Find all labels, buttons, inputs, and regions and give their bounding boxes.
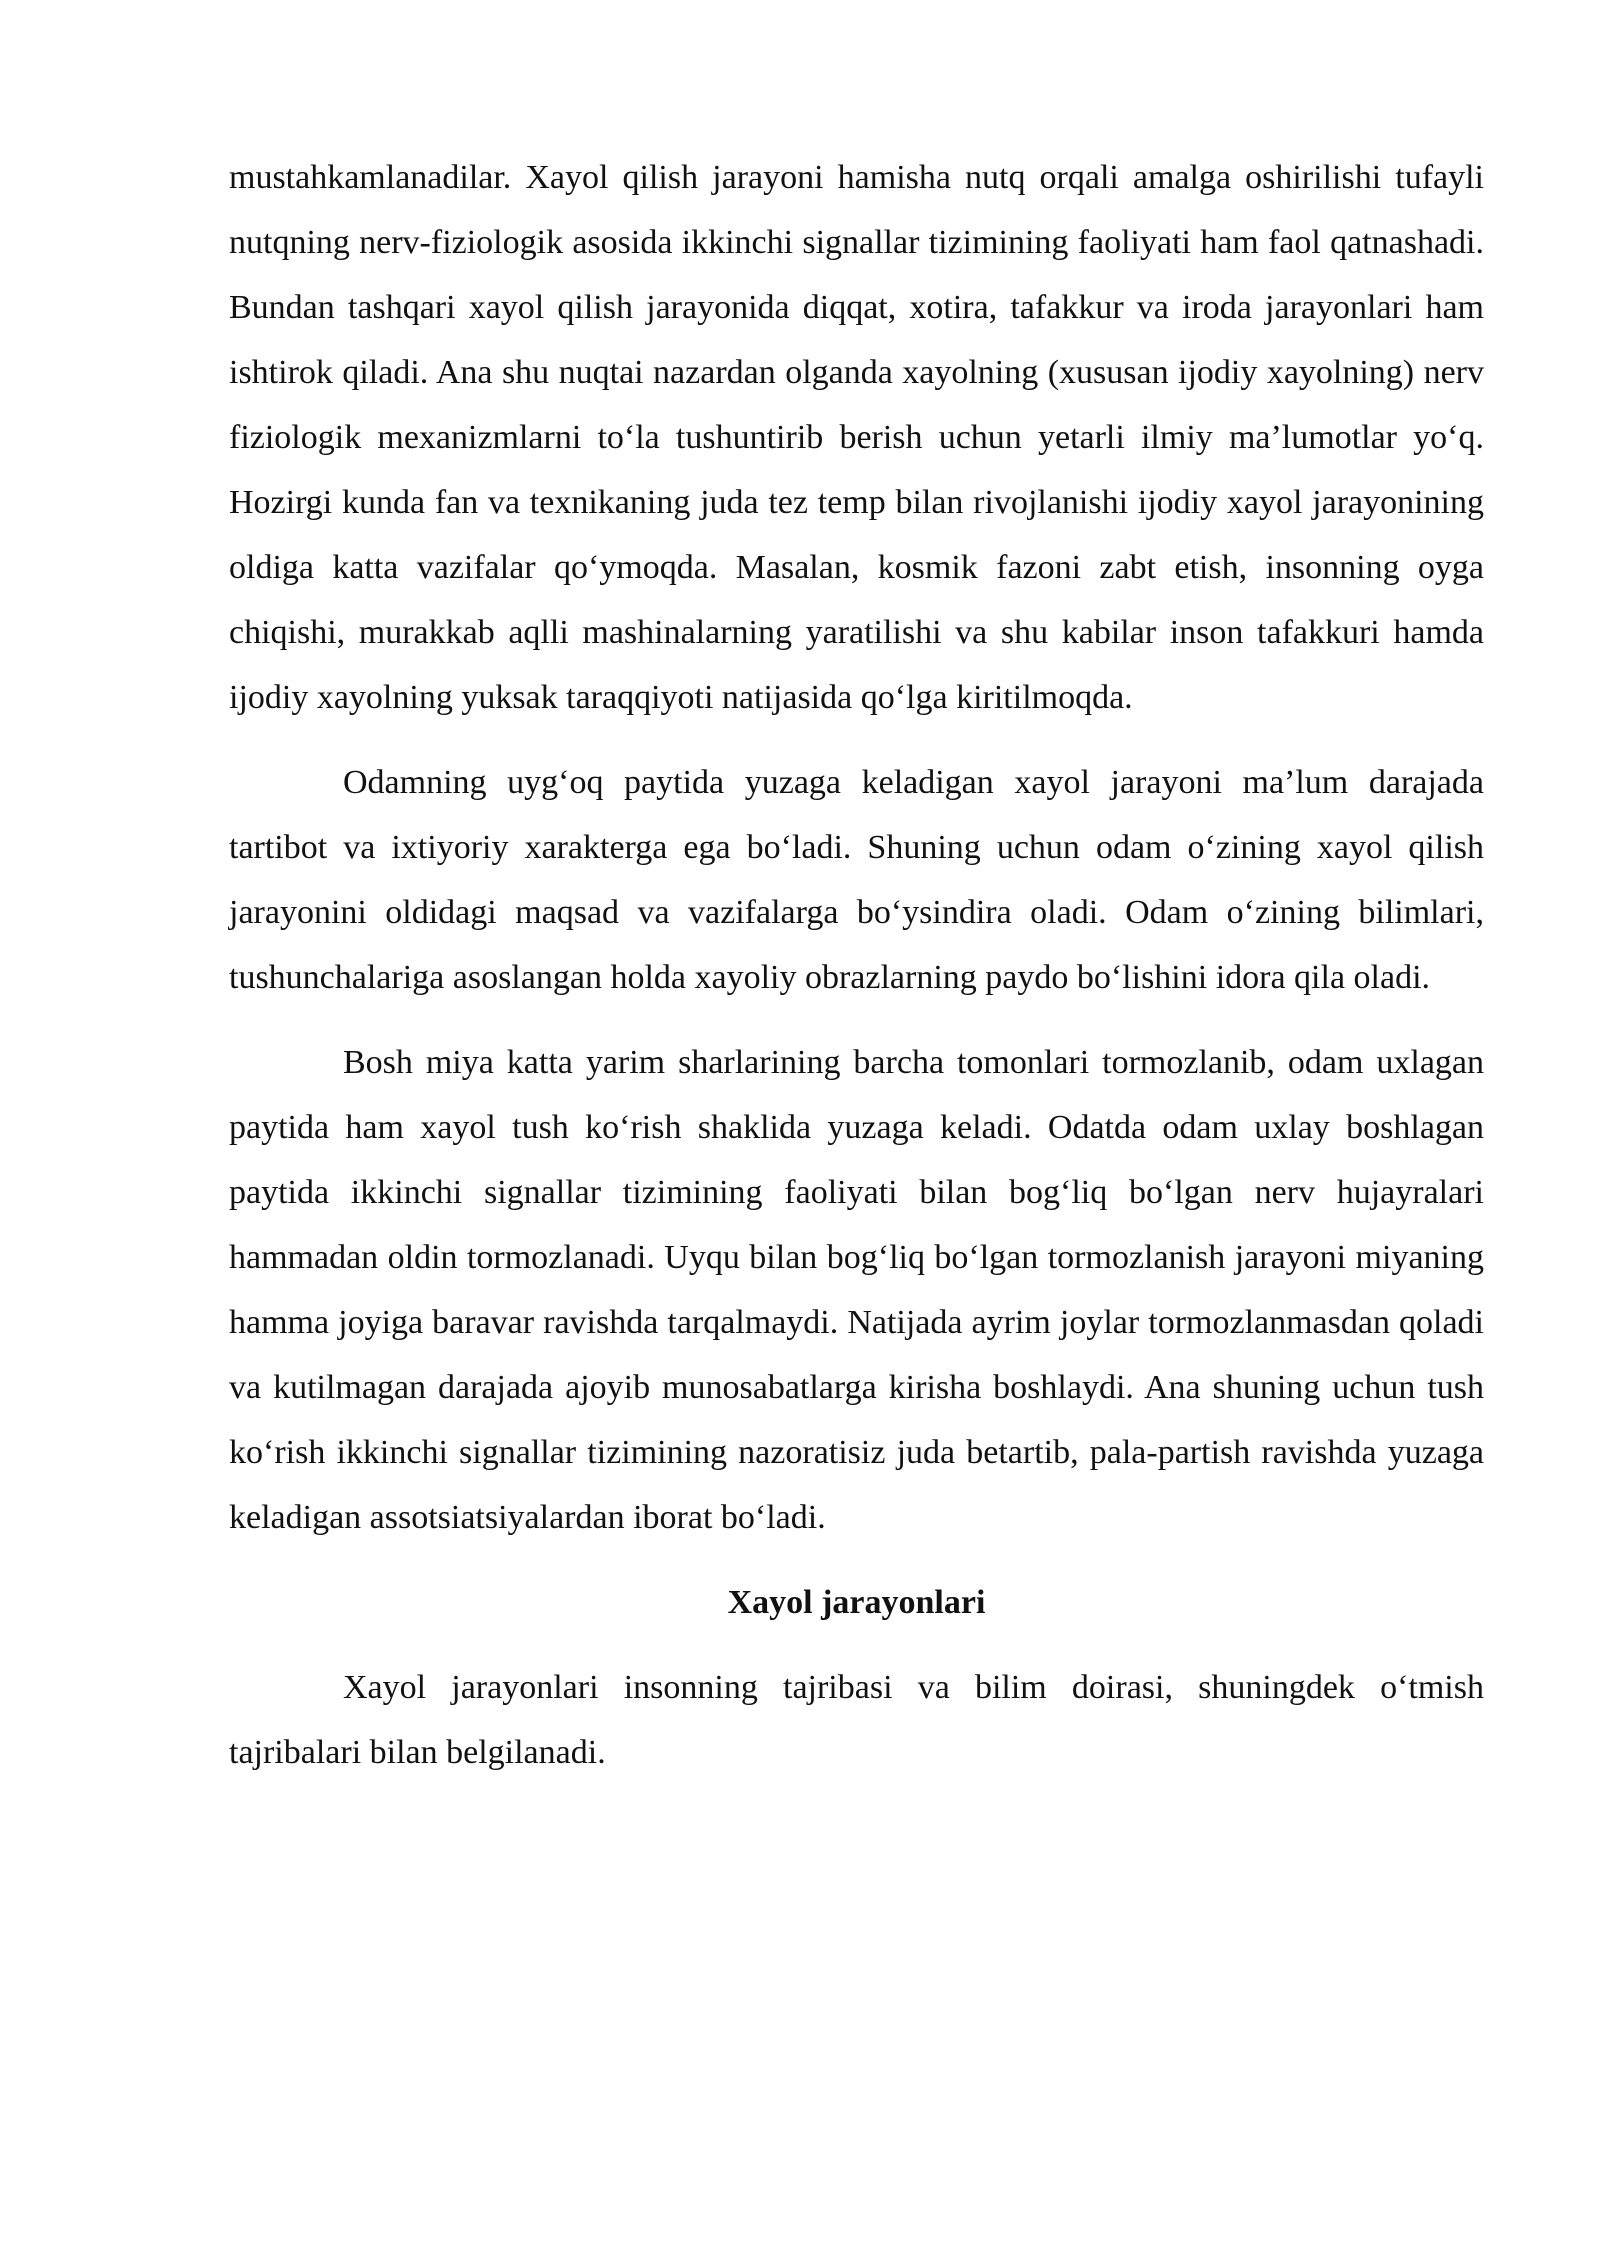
paragraph-3: Bosh miya katta yarim sharlarining barcha tomonlari tormozlanib, odam uxlagan paytida ham xayol tush ko‘rish shaklida yuzaga keladi. Odatda odam uxlay boshlagan paytida ikkinchi signallar tizimining faoliyati bilan bog‘liq bo‘lgan nerv hujayralari hammadan oldin tormozlanadi. Uyqu bilan bog‘liq bo‘lgan tormozlanish jarayoni miyaning hamma joyiga baravar ravishda tarqalmaydi. Natijada ayrim joylar tormozlanmasdan qoladi va kutilmagan darajada ajoyib munosabatlarga kirisha boshlaydi. Ana shuning uchun tush ko‘rish ikkinchi signallar tizimining nazoratisiz juda betartib, pala-partish ravishda yuzaga keladigan assotsiatsiyalardan iborat bo‘ladi. xyxy=(229,1044,1484,1536)
paragraph-1: mustahkamlanadilar. Xayol qilish jarayoni hamisha nutq orqali amalga oshirilishi tufayli nutqning nerv-fiziologik asosida ikkinchi signallar tizimining faoliyati ham faol qatnashadi. Bundan tashqari xayol qilish jarayonida diqqat, xotira, tafakkur va iroda jarayonlari ham ishtirok qiladi. Ana shu nuqtai nazardan olganda xayolning (xususan ijodiy xayolning) nerv fiziologik mexanizmlarni to‘la tushuntirib berish uchun yetarli ilmiy ma’lumotlar yo‘q. Hozirgi kunda fan va texnikaning juda tez temp bilan rivojlanishi ijodiy xayol jarayonining oldiga katta vazifalar qo‘ymoqda. Masalan, kosmik fazoni zabt etish, insonning oyga chiqishi, murakkab aqlli mashinalarning yaratilishi va shu kabilar inson tafakkuri hamda ijodiy xayolning yuksak taraqqiyoti natijasida qo‘lga kiritilmoqda. xyxy=(229,159,1484,716)
paragraph-2: Odamning uyg‘oq paytida yuzaga keladigan xayol jarayoni ma’lum darajada tartibot va ixtiyoriy xarakterga ega bo‘ladi. Shuning uchun odam o‘zining xayol qilish jarayonini oldidagi maqsad va vazifalarga bo‘ysindira oladi. Odam o‘zining bilimlari, tushunchalariga asoslangan holda xayoliy obrazlarning paydo bo‘lishini idora qila oladi. xyxy=(229,764,1484,996)
paragraph-4: Xayol jarayonlari insonning tajribasi va bilim doirasi, shuningdek o‘tmish tajribalari bilan belgilanadi. xyxy=(229,1669,1484,1771)
document-body xyxy=(229,145,1484,1805)
section-heading: Xayol jarayonlari xyxy=(727,1584,986,1621)
